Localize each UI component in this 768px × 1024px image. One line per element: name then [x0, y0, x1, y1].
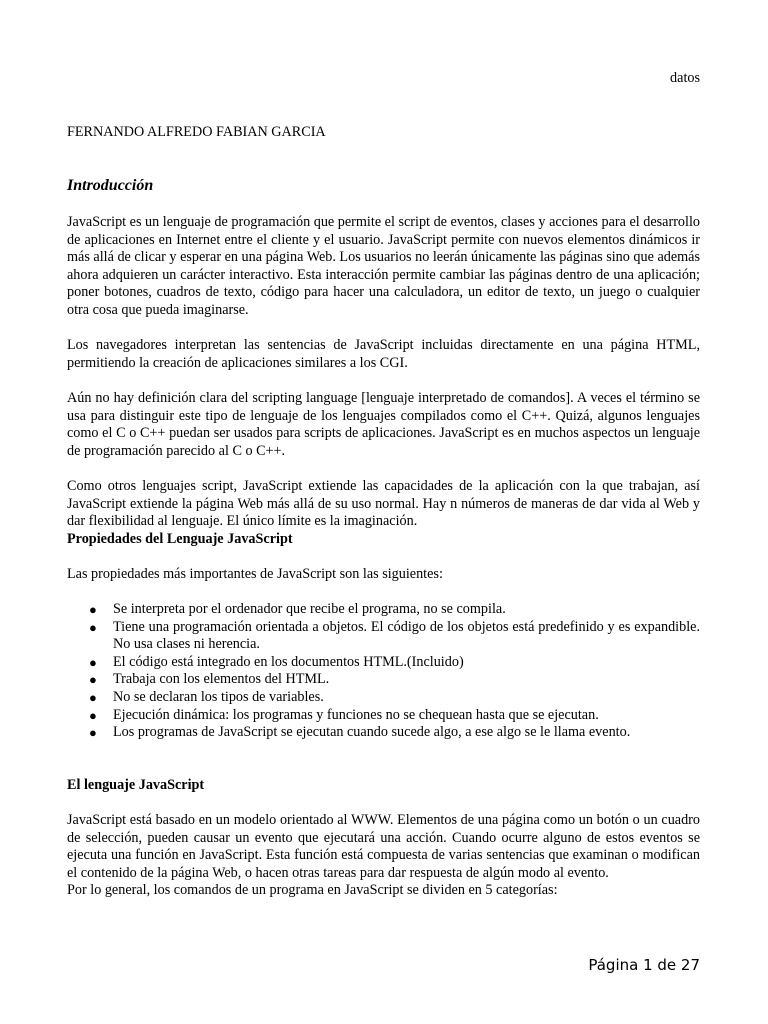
list-item — [67, 654, 700, 672]
properties-intro: Las propiedades más importantes de JavaScript son las siguientes: — [67, 565, 443, 582]
properties-heading: Propiedades del Lenguaje JavaScript — [67, 530, 293, 547]
list-item-text: El código está integrado en los documentos HTML.(Incluido) — [113, 653, 464, 670]
list-item — [67, 619, 700, 654]
list-item-text: No se declaran los tipos de variables. — [113, 689, 324, 706]
intro-paragraph-3: Aún no hay definición clara del scripting language [lenguaje interpretado de comandos]. A veces el término se usa para distinguir este tipo de lenguaje de los lenguajes compilados como el C++. Quizá, algunos lenguajes como el C o C++ puedan ser usados para scripts de aplicaciones. JavaScript es en muchos aspectos un lenguaje de programación parecido al C o C++. — [67, 389, 700, 459]
bullet-icon: ● — [89, 654, 97, 670]
page-number: Página 1 de 27 — [588, 956, 700, 974]
bullet-icon: ● — [89, 602, 97, 618]
list-item-text: Los programas de JavaScript se ejecutan cuando sucede algo, a ese algo se le llama evento. — [113, 724, 631, 741]
list-item — [67, 707, 700, 725]
language-heading: El lenguaje JavaScript — [67, 776, 205, 793]
language-paragraph-1: JavaScript está basado en un modelo orientado al WWW. Elementos de una página como un botón o un cuadro de selección, pueden causar un evento que ejecutará una acción. Cuando ocurre alguno de estos eventos se ejecuta una función en JavaScript. Esta función está compuesta de varias sentencias que examinan o modifican el contenido de la página Web, o hacen otras tareas para dar respuesta de algún modo al evento. — [67, 812, 700, 881]
list-item — [67, 689, 700, 707]
list-item — [67, 671, 700, 689]
intro-paragraph-1: JavaScript es un lenguaje de programación que permite el script de eventos, clases y acciones para el desarrollo de aplicaciones en Internet entre el cliente y el usuario. JavaScript permite con nuevos elementos dinámicos ir más allá de clicar y esperar en una página Web. Los usuarios no leerán únicamente las páginas sino que además ahora adquieren un carácter interactivo. Esta interacción permite cambiar las páginas dentro de una aplicación; poner botones, cuadros de texto, código para hacer una calculadora, un editor de texto, un juego o cualquier otra cosa que pueda imaginarse. — [67, 214, 700, 318]
bullet-icon: ● — [89, 690, 97, 706]
list-item-text: Se interpreta por el ordenador que recibe el programa, no se compila. — [113, 601, 506, 618]
intro-paragraph-2: Los navegadores interpretan las sentencias de JavaScript incluidas directamente en una página HTML, permitiendo la creación de aplicaciones similares a los CGI. — [67, 337, 700, 371]
bullet-icon: ● — [89, 725, 97, 741]
list-item-text: Ejecución dinámica: los programas y funciones no se chequean hasta que se ejecutan. — [113, 706, 599, 723]
bullet-icon: ● — [89, 707, 97, 723]
properties-list — [67, 601, 700, 742]
list-item — [67, 724, 700, 742]
list-item-text: Tiene una programación orientada a objetos. El código de los objetos está predefinido y es expandible. No usa clases ni herencia. — [113, 618, 700, 653]
bullet-icon: ● — [89, 619, 97, 635]
list-item — [67, 601, 700, 619]
header-text: datos — [670, 70, 700, 86]
language-paragraph-2: Por lo general, los comandos de un programa en JavaScript se dividen en 5 categorías: — [67, 882, 558, 899]
document-body — [67, 214, 700, 900]
intro-heading: Introducción — [67, 177, 154, 194]
intro-paragraph-4: Como otros lenguajes script, JavaScript extiende las capacidades de la aplicación con la que trabajan, así JavaScript extiende la página Web más allá de su uso normal. Hay n números de maneras de dar vida al Web y dar flexibilidad al lenguaje. El único límite es la imaginación. — [67, 477, 700, 530]
bullet-icon: ● — [89, 672, 97, 688]
author-name: FERNANDO ALFREDO FABIAN GARCIA — [67, 124, 326, 140]
list-item-text: Trabaja con los elementos del HTML. — [113, 671, 330, 688]
document-page — [67, 0, 700, 1024]
